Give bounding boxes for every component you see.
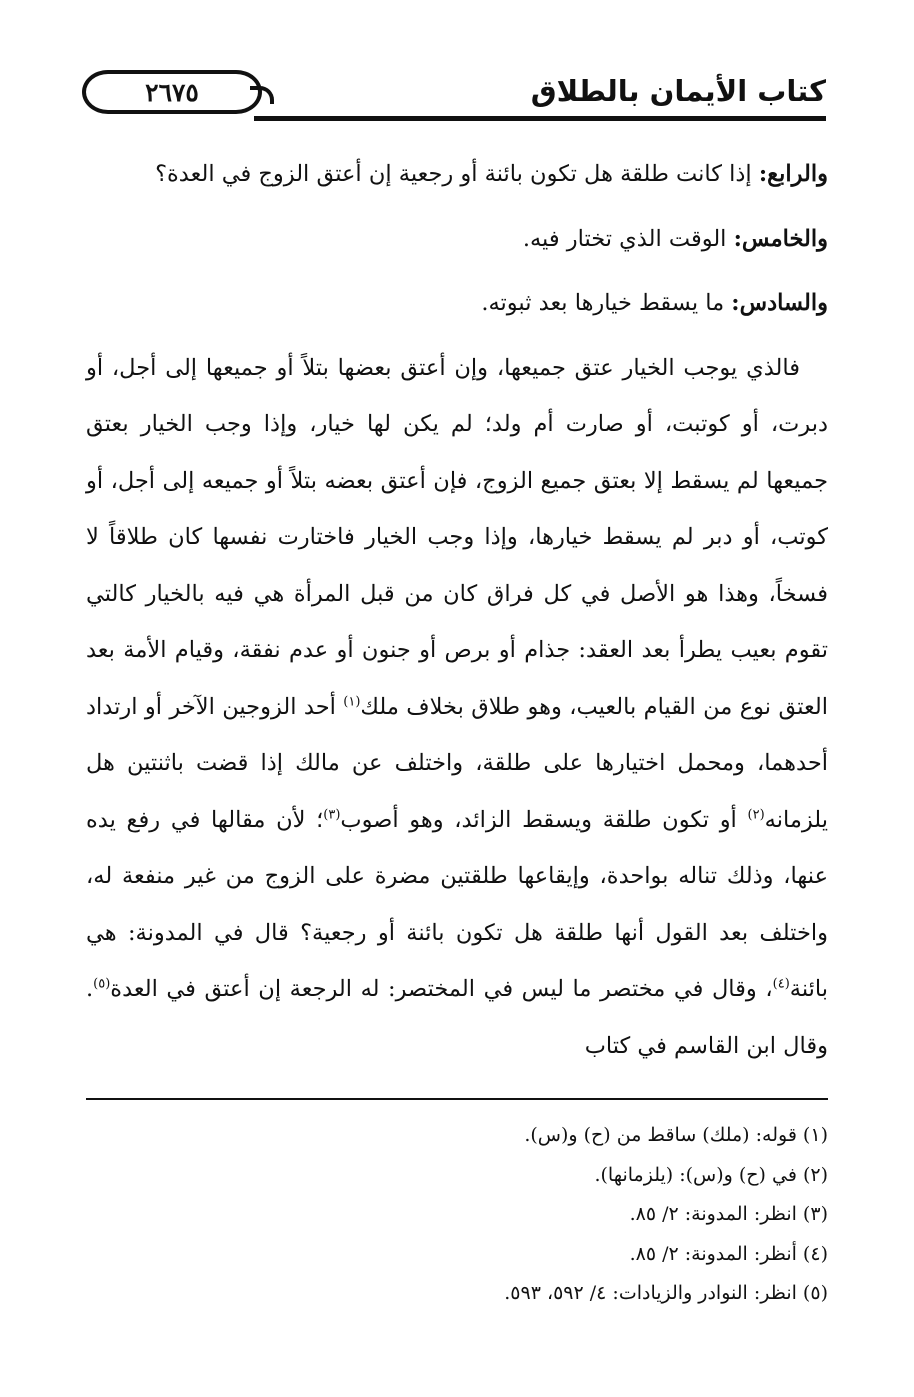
footnote-ref-1[interactable]: (١) (343, 694, 361, 709)
page-number-frame (82, 70, 262, 114)
running-title: كتاب الأيمان بالطلاق (530, 74, 826, 108)
footnote-ref-5[interactable]: (٥) (93, 976, 111, 992)
paragraph-sixth (86, 275, 828, 332)
paragraph-text: ، وقال في مختصر ما ليس في المختصر: له الرجعة إن أعتق في العدة (110, 976, 773, 1002)
footnote-1: (١) قوله: (ملك) ساقط من (ح) و(س). (524, 1124, 828, 1146)
paragraph-text: فالذي يوجب الخيار عتق جميعها، وإن أعتق بعضها بتلاً أو جميعها إلى أجل، أو دبرت، أو كوتبت، أو صارت أم ولد؛ لم يكن لها خيار، وإذا وجب الخيار بعتق جميعها لم يسقط إلا بعتق جميع الزوج، فإن أعتق بعضه بتلاً أو جميعه إلى أجل، أو كوتب، أو دبر لم يسقط خيارها، وإذا وجب الخيار فاختارت نفسها كان طلاقاً لا فسخاً، وهذا هو الأصل في كل فراق كان من قبل المرأة هي فيه بالخيار كالتي تقوم بعيب يطرأ بعد العقد: جذام أو برص أو جنون أو عدم نفقة، وقيام الأمة بعد العتق نوع من القيام بالعيب، وهو طلاق بخلاف ملك (86, 354, 829, 720)
paragraph-text: إذا كانت طلقة هل تكون بائنة أو رجعية إن أعتق الزوج في العدة؟ (155, 161, 759, 187)
paragraph-text: أو تكون طلقة ويسقط الزائد، وهو أصوب (340, 806, 748, 833)
paragraph-text: الوقت الذي تختار فيه. (522, 225, 734, 252)
footnote-ref-2[interactable]: (٢) (747, 807, 765, 822)
paragraph-text: . وقال ابن القاسم في كتاب (86, 976, 828, 1059)
footnote-ref-4[interactable]: (٤) (772, 976, 790, 992)
paragraph-text: ما يسقط خيارها بعد ثبوته. (481, 290, 732, 316)
paragraph-lead: والسادس: (731, 290, 828, 316)
footnote-2: (٢) في (ح) و(س): (يلزمانها). (594, 1163, 828, 1186)
paragraph-fifth (86, 211, 828, 268)
footnote-ref-3[interactable]: (٣) (323, 807, 341, 822)
paragraph-lead: والخامس: (733, 225, 828, 252)
header-rule (254, 116, 826, 121)
paragraph-fourth (86, 146, 828, 203)
footnote-3: (٣) انظر: المدونة: ٢/ ٨٥. (629, 1203, 828, 1225)
paragraph-text: أحد الزوجين الآخر أو ارتداد أحدهما، ومحمل اختيارها على طلقة، واختلف عن مالك إذا قضت باثنتين هل يلزمانه (86, 693, 828, 833)
body-text (86, 146, 828, 1082)
footnote-4: (٤) أنظر: المدونة: ٢/ ٨٥. (629, 1242, 828, 1265)
paragraph-lead: والرابع: (758, 161, 828, 187)
footnote-rule (86, 1098, 828, 1100)
page-number: ٢٦٧٥ (145, 77, 199, 107)
paragraph-main (86, 340, 828, 1075)
paragraph-text: ؛ لأن مقالها في رفع يده عنها، وذلك تناله بواحدة، وإيقاعها طلقتين مضرة على الزوج من غير منفعة له، واختلف بعد القول أنها طلقة هل تكون بائنة أو رجعية؟ قال في المدونة: هي بائنة (86, 806, 828, 1002)
page-header (78, 58, 826, 128)
footnotes (86, 1116, 828, 1314)
footnote-5: (٥) انظر: النوادر والزيادات: ٤/ ٥٩٢، ٥٩٣. (504, 1282, 828, 1304)
